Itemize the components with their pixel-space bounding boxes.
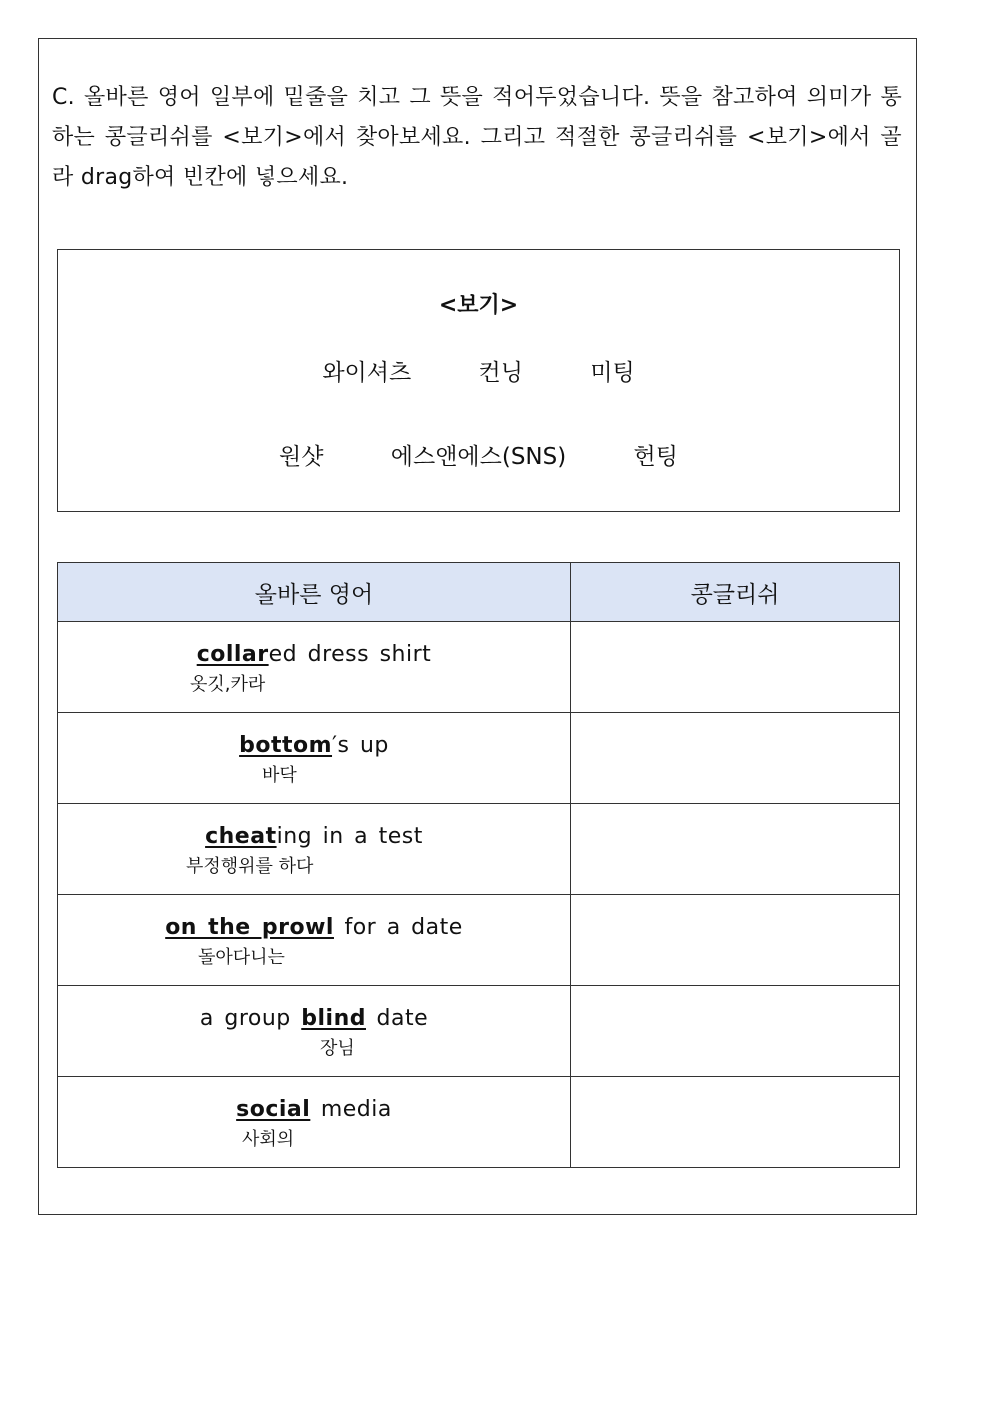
underlined-word: on the prowl [165,915,334,940]
underlined-word: cheat [205,824,277,849]
korean-gloss: 옷깃,카라 [190,674,266,695]
table-row [58,804,900,895]
table-row [58,622,900,713]
english-cell [58,804,571,895]
word-bank-item[interactable]: 미팅 [590,360,635,386]
konglish-drop-zone[interactable] [571,804,900,895]
english-phrase: cheating in a test [205,824,423,849]
english-phrase: social media [236,1097,392,1122]
word-bank-item[interactable]: 원샷 [279,444,324,470]
korean-gloss: 사회의 [242,1129,295,1150]
instructions-text: C. 올바른 영어 일부에 밑줄을 치고 그 뜻을 적어두었습니다. 뜻을 참고하여 의미가 통하는 콩글리쉬를 <보기>에서 찾아보세요. 그리고 적절한 콩글리쉬를 <보기>에서 골라 drag하여 빈칸에 넣으세요. [52,85,902,190]
table-row [58,986,900,1077]
table-row [58,713,900,804]
word-bank-item[interactable]: 컨닝 [478,360,523,386]
word-bank-item[interactable]: 와이셔츠 [322,360,412,386]
korean-gloss: 돌아다니는 [198,947,285,968]
underlined-word: bottom [239,733,333,758]
header-correct-english: 올바른 영어 [58,563,571,622]
konglish-drop-zone[interactable] [571,895,900,986]
table-row [58,1077,900,1168]
header-konglish: 콩글리쉬 [571,563,900,622]
english-phrase: a group blind date [199,1006,429,1031]
matching-table [57,562,900,1168]
english-cell [58,1077,571,1168]
table-row [58,895,900,986]
english-phrase: bottom′s up [239,733,389,758]
table-header-row [58,563,900,622]
english-cell [58,622,571,713]
underlined-word: blind [301,1006,366,1031]
english-phrase: on the prowl for a date [165,915,463,940]
konglish-drop-zone[interactable] [571,986,900,1077]
underlined-word: social [236,1097,311,1122]
english-phrase: collared dress shirt [196,642,432,667]
konglish-drop-zone[interactable] [571,1077,900,1168]
konglish-drop-zone[interactable] [571,622,900,713]
english-cell [58,895,571,986]
konglish-drop-zone[interactable] [571,713,900,804]
korean-gloss: 부정행위를 하다 [186,856,314,877]
korean-gloss: 장님 [320,1038,355,1059]
word-bank-item[interactable]: 에스앤에스(SNS) [390,444,567,470]
word-bank-title: <보기> [438,293,519,318]
underlined-word: collar [196,642,269,667]
word-bank-box [57,249,900,512]
english-cell [58,713,571,804]
word-bank-row-1 [58,354,899,387]
english-cell [58,986,571,1077]
korean-gloss: 바닥 [262,765,297,786]
word-bank-item[interactable]: 헌팅 [633,444,678,470]
word-bank-row-2 [58,438,899,471]
